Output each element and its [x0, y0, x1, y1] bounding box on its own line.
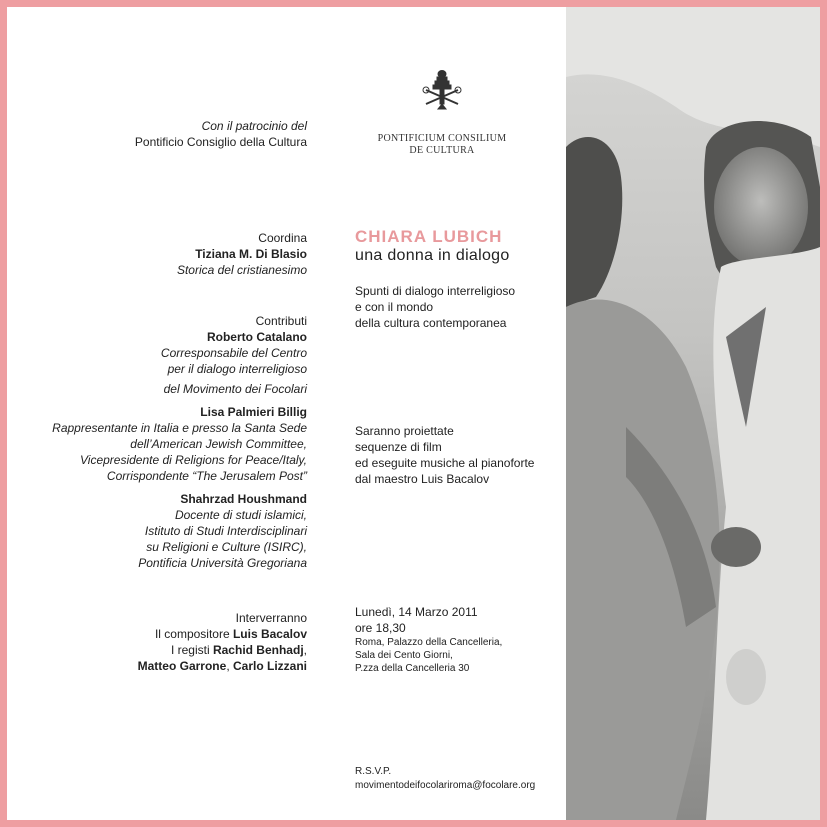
coordina-name: Tiziana M. Di Blasio — [195, 247, 307, 261]
rsvp-label: R.S.V.P. — [355, 766, 392, 777]
description-line: Spunti di dialogo interreligioso — [355, 284, 516, 298]
seal — [376, 68, 508, 157]
director-name: Carlo Lizzani — [232, 659, 307, 673]
event-title — [355, 227, 510, 265]
event-time: ore 18,30 — [355, 621, 406, 635]
director-name: Rachid Benhadj — [212, 643, 304, 657]
program-line: sequenze di film — [355, 440, 442, 454]
program-line: Saranno proiettate — [355, 424, 454, 438]
coordina-section — [177, 230, 307, 278]
composer-prefix: Il compositore — [154, 627, 233, 641]
title-main: CHIARA LUBICH — [355, 227, 503, 246]
papal-keys-icon — [420, 68, 464, 110]
interverranno-label: Interverranno — [235, 611, 307, 625]
contributi-label: Contributi — [255, 314, 307, 328]
coordina-role: Storica del cristianesimo — [176, 263, 307, 277]
title-sub: una donna in dialogo — [355, 247, 510, 264]
coordina-label: Coordina — [258, 231, 307, 245]
description-line: della cultura contemporanea — [355, 316, 507, 330]
contributor-role: Istituto di Studi Interdisciplinari — [144, 524, 307, 538]
event-details — [355, 604, 502, 675]
contributor-role: Rappresentante in Italia e presso la Santa Sede — [52, 421, 307, 435]
contributor-role: su Religioni e Culture (ISIRC), — [146, 540, 307, 554]
contributor-role: Docente di studi islamici, — [174, 508, 307, 522]
photo — [566, 7, 820, 820]
event-date: Lunedì, 14 Marzo 2011 — [355, 605, 478, 619]
description — [355, 283, 515, 331]
contributi-section — [52, 313, 307, 571]
patronage-line2: Pontificio Consiglio della Cultura — [134, 135, 307, 149]
director-name: Matteo Garrone — [137, 659, 227, 673]
program-line: dal maestro Luis Bacalov — [355, 472, 490, 486]
contributor-role: per il dialogo interreligioso — [167, 362, 307, 376]
invitation-card — [7, 7, 820, 820]
contributor-role: dell’American Jewish Committee, — [130, 437, 307, 451]
directors-line-2: Matteo Garrone, Carlo Lizzani — [137, 659, 307, 673]
rsvp — [355, 765, 535, 793]
interverranno-section — [138, 610, 307, 674]
patronage — [135, 118, 307, 150]
contributor-role: Corrispondente “The Jerusalem Post” — [106, 469, 307, 483]
composer-name: Luis Bacalov — [232, 627, 307, 641]
rsvp-email[interactable]: movimentodeifocolariroma@focolare.org — [355, 780, 536, 791]
event-place: P.zza della Cancelleria 30 — [355, 663, 470, 674]
directors-prefix: I registi — [170, 643, 213, 657]
program-line: ed eseguite musiche al pianoforte — [355, 456, 535, 470]
contributor-name: Lisa Palmieri Billig — [200, 405, 307, 419]
event-place: Roma, Palazzo della Cancelleria, — [355, 637, 503, 648]
composer-line — [138, 626, 307, 642]
patronage-line1: Con il patrocinio del — [201, 119, 307, 133]
photo-image — [566, 7, 820, 820]
contributor-role: del Movimento dei Focolari — [163, 382, 307, 396]
program — [355, 423, 534, 487]
seal-line2: DE CULTURA — [409, 145, 475, 156]
seal-line1: PONTIFICIUM CONSILIUM — [377, 133, 507, 144]
contributor-role: Corresponsabile del Centro — [160, 346, 307, 360]
description-line: e con il mondo — [355, 300, 434, 314]
contributor-name: Roberto Catalano — [206, 330, 307, 344]
contributor-name: Shahrzad Houshmand — [180, 492, 307, 506]
directors-line: I registi Rachid Benhadj, — [170, 643, 307, 657]
contributor-role: Pontificia Università Gregoriana — [138, 556, 307, 570]
event-place: Sala dei Cento Giorni, — [355, 650, 453, 661]
contributor-role: Vicepresidente di Religions for Peace/Italy, — [79, 453, 307, 467]
